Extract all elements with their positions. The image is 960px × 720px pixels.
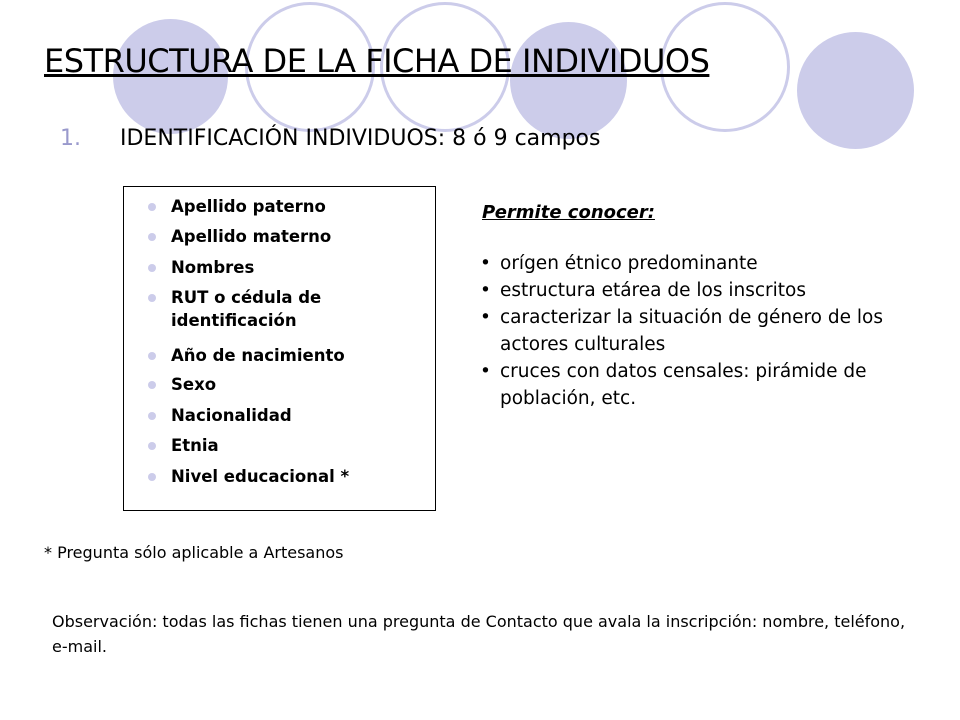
- bullet-icon: [148, 233, 156, 241]
- bullet-icon: [148, 381, 156, 389]
- permite-item: • caracterizar la situación de género de los actores culturales: [480, 304, 910, 358]
- decor-circle-2: [510, 22, 627, 139]
- footnote: * Pregunta sólo aplicable a Artesanos: [44, 543, 344, 562]
- bullet-icon: [148, 473, 156, 481]
- permite-heading: Permite conocer:: [482, 202, 655, 223]
- observation-note: Observación: todas las fichas tienen una pregunta de Contacto que avala la inscripción: nombre, teléfono, e-mail.: [52, 612, 906, 656]
- field-item: RUT o cédula de identificación: [148, 286, 428, 332]
- field-item: Sexo: [148, 373, 428, 396]
- field-item: Etnia: [148, 434, 428, 457]
- bullet-icon: •: [480, 253, 491, 274]
- field-item: Nombres: [148, 256, 428, 279]
- section-heading-text: IDENTIFICACIÓN INDIVIDUOS: 8 ó 9 campos: [120, 126, 601, 151]
- permite-item: • orígen étnico predominante: [480, 250, 910, 277]
- section-number: 1.: [60, 126, 81, 151]
- field-item: Nacionalidad: [148, 404, 428, 427]
- field-item: Nivel educacional *: [148, 465, 428, 488]
- bullet-icon: [148, 203, 156, 211]
- field-item: Apellido materno: [148, 225, 428, 248]
- fields-box: [123, 186, 436, 511]
- bullet-icon: [148, 352, 156, 360]
- page-title: ESTRUCTURA DE LA FICHA DE INDIVIDUOS: [44, 42, 710, 80]
- field-item: Apellido paterno: [148, 195, 428, 218]
- field-item: Año de nacimiento: [148, 344, 428, 367]
- bullet-icon: •: [480, 361, 491, 382]
- permite-item: • cruces con datos censales: pirámide de población, etc.: [480, 358, 910, 412]
- bullet-icon: [148, 294, 156, 302]
- decor-circle-3: [797, 32, 914, 149]
- bullet-icon: [148, 412, 156, 420]
- bullet-icon: •: [480, 280, 491, 301]
- bullet-icon: [148, 264, 156, 272]
- bullet-icon: [148, 442, 156, 450]
- permite-item: • estructura etárea de los inscritos: [480, 277, 910, 304]
- permite-list: [480, 250, 910, 412]
- bullet-icon: •: [480, 307, 491, 328]
- section-heading: [60, 126, 600, 151]
